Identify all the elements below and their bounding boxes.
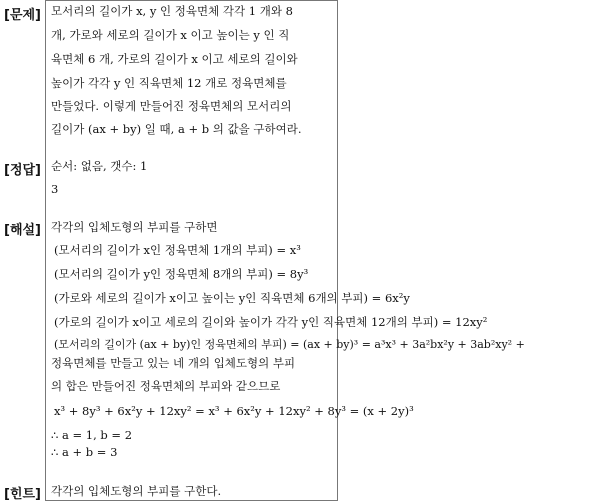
answer-label: [정답] (4, 163, 41, 178)
explanation-line: 의 합은 만들어진 정육면체의 부피와 같으므로 (51, 379, 281, 393)
answer-value: 3 (51, 182, 59, 196)
hint-label: [힌트] (4, 487, 41, 502)
problem-line: 개, 가로와 세로의 길이가 x 이고 높이는 y 인 직 (51, 28, 290, 42)
explanation-line: 정육면체를 만들고 있는 네 개의 입체도형의 부피 (51, 356, 296, 370)
problem-line: 높이가 각각 y 인 직육면체 12 개로 정육면체를 (51, 76, 287, 90)
problem-line: 육면체 6 개, 가로의 길이가 x 이고 세로의 길이와 (51, 52, 298, 66)
answer-line: 순서: 없음, 갯수: 1 (51, 159, 148, 173)
explanation-result: ∴ a = 1, b = 2 (51, 428, 133, 442)
hint-text: 각각의 입체도형의 부피를 구한다. (51, 484, 222, 498)
explanation-line: (모서리의 길이가 y인 정육면체 8개의 부피) = 8y³ (54, 267, 309, 281)
problem-line: 길이가 (ax + by) 일 때, a + b 의 값을 구하여라. (51, 122, 302, 136)
explanation-line: 각각의 입체도형의 부피를 구하면 (51, 220, 218, 234)
explanation-line: (가로와 세로의 길이가 x이고 높이는 y인 직육면체 6개의 부피) = 6x²y (54, 291, 410, 305)
problem-line: 모서리의 길이가 x, y 인 정육면체 각각 1 개와 8 (51, 4, 293, 18)
explanation-result: ∴ a + b = 3 (51, 445, 118, 459)
explanation-line: (모서리의 길이가 (ax + by)인 정육면체의 부피) = (ax + by)³ = a³x³ + 3a²bx²y + 3ab²xy² + (54, 338, 525, 351)
explanation-line: (모서리의 길이가 x인 정육면체 1개의 부피) = x³ (54, 243, 301, 257)
explanation-line: (가로의 길이가 x이고 세로의 길이와 높이가 각각 y인 직육면체 12개의 부피) = 12xy² (54, 315, 488, 329)
problem-label: [문제] (4, 8, 41, 23)
problem-line: 만들었다. 이렇게 만들어진 정육면체의 모서리의 (51, 99, 292, 113)
explanation-equation: x³ + 8y³ + 6x²y + 12xy² = x³ + 6x²y + 12xy² + 8y³ = (x + 2y)³ (54, 404, 414, 418)
explanation-label: [해설] (4, 223, 41, 238)
